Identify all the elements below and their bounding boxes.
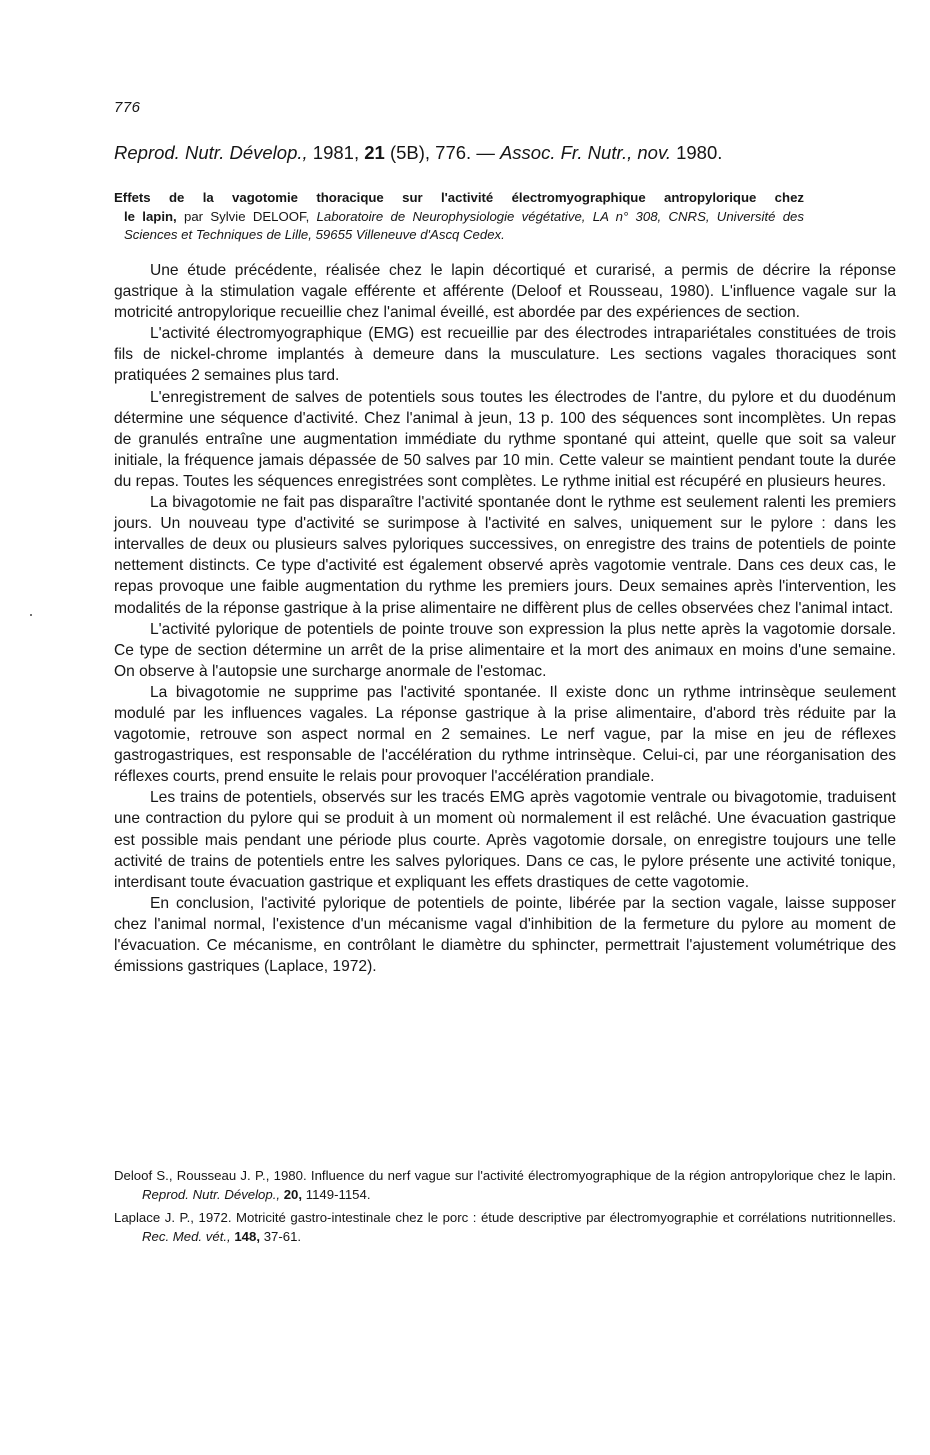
author-name: Sylvie DELOOF,	[210, 208, 310, 224]
by-label: par	[176, 208, 211, 224]
paragraph: Les trains de potentiels, observés sur les tracés EMG après vagotomie ventrale ou bivagotomie, traduisent une contraction du pylore qui se produit à un moment où normalement il est relâché. Une évacuation gastrique est possible mais pendant une période plus courte. Après vagotomie dorsale, on enregistre toujours une telle activité de trains de potentiels entre les salves pyloriques. Dans ce cas, le pylore présente une activité tonique, interdisant toute évacuation gastrique et expliquant les effets drastiques de cette vagotomie.	[114, 789, 896, 891]
paragraph: L'activité électromyographique (EMG) est recueillie par des électrodes intrapariétales constituées de trois fils de nickel-chrome implantés à demeure dans la musculature. Les sections vagales thoraciques sont pratiquées 2 semaines plus tard.	[114, 325, 896, 385]
reference-pages: 37-61.	[260, 1228, 302, 1244]
paragraph: La bivagotomie ne fait pas disparaître l'activité spontanée dont le rythme est seulement ralenti les premiers jours. Un nouveau type d'activité se surimpose à l'activité en salves, uniquement sur le pylore : dans les intervalles de deux ou plusieurs salves pyloriques successives, on enregistre des trains de potentiels de pointe nettement distincts. Ce type d'activité est également observé après vagotomie ventrale. Dans ces deux cas, le repas provoque une faible augmentation du rythme les premiers jours. Deux semaines après l'intervention, les modalités de la réponse gastrique à la prise alimentaire ne diffèrent plus de celles observées chez l'animal intact.	[114, 494, 896, 617]
abstract-title-continued: le lapin,	[124, 208, 177, 224]
meeting-date: 1980.	[670, 142, 723, 163]
paragraph: La bivagotomie ne supprime pas l'activité spontanée. Il existe donc un rythme intrinsèque seulement modulé par les influences vagales. La réponse gastrique à la prise alimentaire, d'abord très réduite par la vagotomie, retrouve son aspect normal en 2 semaines. Le nerf vague, par la mise en jeu de réflexes gastrogastriques, est responsable de l'accélération du rythme intrinsèque. Celui-ci, par une réorganisation des réflexes courts, prend ensuite le relais pour provoquer l'accélération prandiale.	[114, 683, 896, 786]
reference-journal: Rec. Med. vét.,	[142, 1228, 231, 1244]
reference-pages: 1149-1154.	[302, 1186, 371, 1202]
references-list	[114, 1167, 896, 1251]
abstract-title: Effets de la vagotomie thoracique sur l'activité électromyographique antropylorique chez	[114, 190, 804, 205]
paragraph: L'activité pylorique de potentiels de pointe trouve son expression la plus nette après la vagotomie dorsale. Ce type de section détermine un arrêt de la prise alimentaire et la mort des animaux en moins d'une semaine. On observe à l'autopsie une surcharge anormale de l'estomac.	[114, 620, 896, 680]
journal-volume: 21	[364, 142, 385, 163]
author-line	[114, 208, 804, 245]
body-text	[114, 260, 896, 977]
reference-journal: Reprod. Nutr. Dévelop.,	[142, 1186, 281, 1202]
reference-volume: 20,	[280, 1186, 303, 1202]
abstract-header	[114, 189, 804, 245]
journal-issue-pages: (5B), 776. —	[384, 142, 500, 163]
journal-year: 1981,	[307, 142, 365, 163]
page-number: 776	[114, 99, 141, 116]
reference-title: Influence du nerf vague sur l'activité électromyographique de la région antropylorique chez le lapin.	[306, 1168, 896, 1183]
reference-item	[114, 1167, 896, 1204]
reference-item	[114, 1209, 896, 1246]
reference-authors: Deloof S., Rousseau J. P., 1980.	[114, 1168, 307, 1183]
journal-reference	[114, 142, 722, 164]
reference-volume: 148,	[230, 1228, 261, 1244]
paragraph: En conclusion, l'activité pylorique de potentiels de pointe, libérée par la section vagale, laisse supposer chez l'animal normal, l'existence d'un mécanisme vagal d'inhibition de la fermeture du pylore au moment de l'évacuation. Ce mécanisme, en contrôlant le diamètre du sphincter, permettrait l'ajustement volumétrique des émissions gastriques (Laplace, 1972).	[114, 894, 896, 976]
margin-speck	[30, 614, 32, 616]
association-name: Assoc. Fr. Nutr., nov.	[499, 142, 671, 163]
paragraph: Une étude précédente, réalisée chez le lapin décortiqué et curarisé, a permis de décrire la réponse gastrique à la stimulation vagale efférente et afférente (Deloof et Rousseau, 1980). L'influence vagale sur la motricité antropylorique recueillie chez l'animal éveillé, est abordée par des expériences de section.	[114, 262, 896, 322]
reference-authors: Laplace J. P., 1972.	[114, 1210, 232, 1225]
journal-name: Reprod. Nutr. Dévelop.,	[114, 142, 308, 163]
author-affiliation: Laboratoire de Neurophysiologie végétative, LA n° 308, CNRS, Université des Sciences et Techniques de Lille, 59655 Villeneuve d'Ascq Cedex.	[124, 208, 804, 242]
paragraph: L'enregistrement de salves de potentiels sous toutes les électrodes de l'antre, du pylore et du duodénum détermine une séquence d'activité. Chez l'animal à jeun, 13 p. 100 des séquences sont incomplètes. Un repas de granulés entraîne une augmentation immédiate du rythme spontané qui atteint, quelle que soit sa valeur initiale, la fréquence jamais dépassée de 50 salves par 10 min. Cette valeur se maintient pendant toute la durée du repas. Toutes les séquences enregistrées sont complètes. Le rythme initial est récupéré en plusieurs heures.	[114, 388, 896, 490]
reference-title: Motricité gastro-intestinale chez le porc : étude descriptive par électromyographie et corrélations nutritionnelles.	[231, 1210, 896, 1225]
